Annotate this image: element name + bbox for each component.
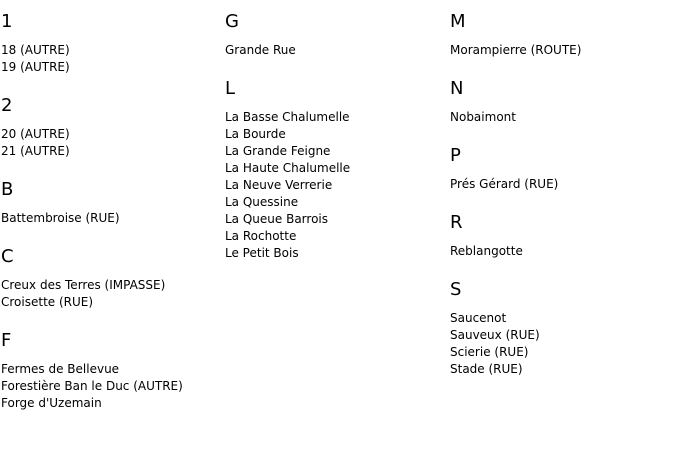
street-link[interactable]: Battembroise (RUE) [1,211,120,225]
street-link[interactable]: Sauveux (RUE) [450,328,540,342]
letter-group-l [225,79,449,262]
street-link[interactable]: Scierie (RUE) [450,345,529,359]
street-link[interactable]: Nobaimont [450,110,516,124]
street-list [1,42,225,76]
letter-group-n [450,79,674,126]
letter-group-m [450,12,674,59]
group-letter: P [450,145,461,166]
street-link[interactable]: Forestière Ban le Duc (AUTRE) [1,379,183,393]
letter-group-s [450,280,674,378]
street-list [450,42,674,59]
letter-group-c [1,247,225,311]
street-index-column-2 [225,0,449,262]
street-link[interactable]: 21 (AUTRE) [1,144,70,158]
group-letter: 1 [1,11,13,32]
letter-group-r [450,213,674,260]
street-link[interactable]: 18 (AUTRE) [1,43,70,57]
street-link[interactable]: La Bourde [225,127,286,141]
group-letter: L [225,78,236,99]
street-link[interactable]: La Quessine [225,195,299,209]
street-list [1,277,225,311]
street-link[interactable]: La Neuve Verrerie [225,178,333,192]
letter-group-1 [1,12,225,76]
street-link[interactable]: La Basse Chalumelle [225,110,350,124]
street-link[interactable]: Creux des Terres (IMPASSE) [1,278,166,292]
letter-group-p [450,146,674,193]
street-link[interactable]: Le Petit Bois [225,246,299,260]
letter-group-b [1,180,225,227]
street-link[interactable]: Saucenot [450,311,507,325]
group-letter: 2 [1,95,13,116]
street-index-column-1 [1,0,225,412]
street-list [225,109,449,262]
street-link[interactable]: Reblangotte [450,244,523,258]
street-index-column-3 [450,0,674,378]
street-list [1,361,225,412]
street-list [225,42,449,59]
street-link[interactable]: Prés Gérard (RUE) [450,177,559,191]
street-link[interactable]: La Grande Feigne [225,144,331,158]
street-link[interactable]: Stade (RUE) [450,362,523,376]
street-link[interactable]: La Haute Chalumelle [225,161,351,175]
group-letter: M [450,11,466,32]
group-letter: C [1,246,14,267]
street-list [1,210,225,227]
street-link[interactable]: 20 (AUTRE) [1,127,70,141]
letter-group-g [225,12,449,59]
letter-group-2 [1,96,225,160]
group-letter: G [225,11,239,32]
street-link[interactable]: La Queue Barrois [225,212,328,226]
street-link[interactable]: Forge d'Uzemain [1,396,102,410]
group-letter: R [450,212,463,233]
group-letter: F [1,330,12,351]
street-list [450,243,674,260]
group-letter: N [450,78,464,99]
street-list [1,126,225,160]
group-letter: B [1,179,14,200]
street-link[interactable]: 19 (AUTRE) [1,60,70,74]
street-link[interactable]: Fermes de Bellevue [1,362,120,376]
street-link[interactable]: Grande Rue [225,43,296,57]
street-link[interactable]: Morampierre (ROUTE) [450,43,582,57]
street-link[interactable]: Croisette (RUE) [1,295,94,309]
letter-group-f [1,331,225,412]
street-link[interactable]: La Rochotte [225,229,297,243]
street-list [450,176,674,193]
street-list [450,109,674,126]
street-list [450,310,674,378]
group-letter: S [450,279,462,300]
